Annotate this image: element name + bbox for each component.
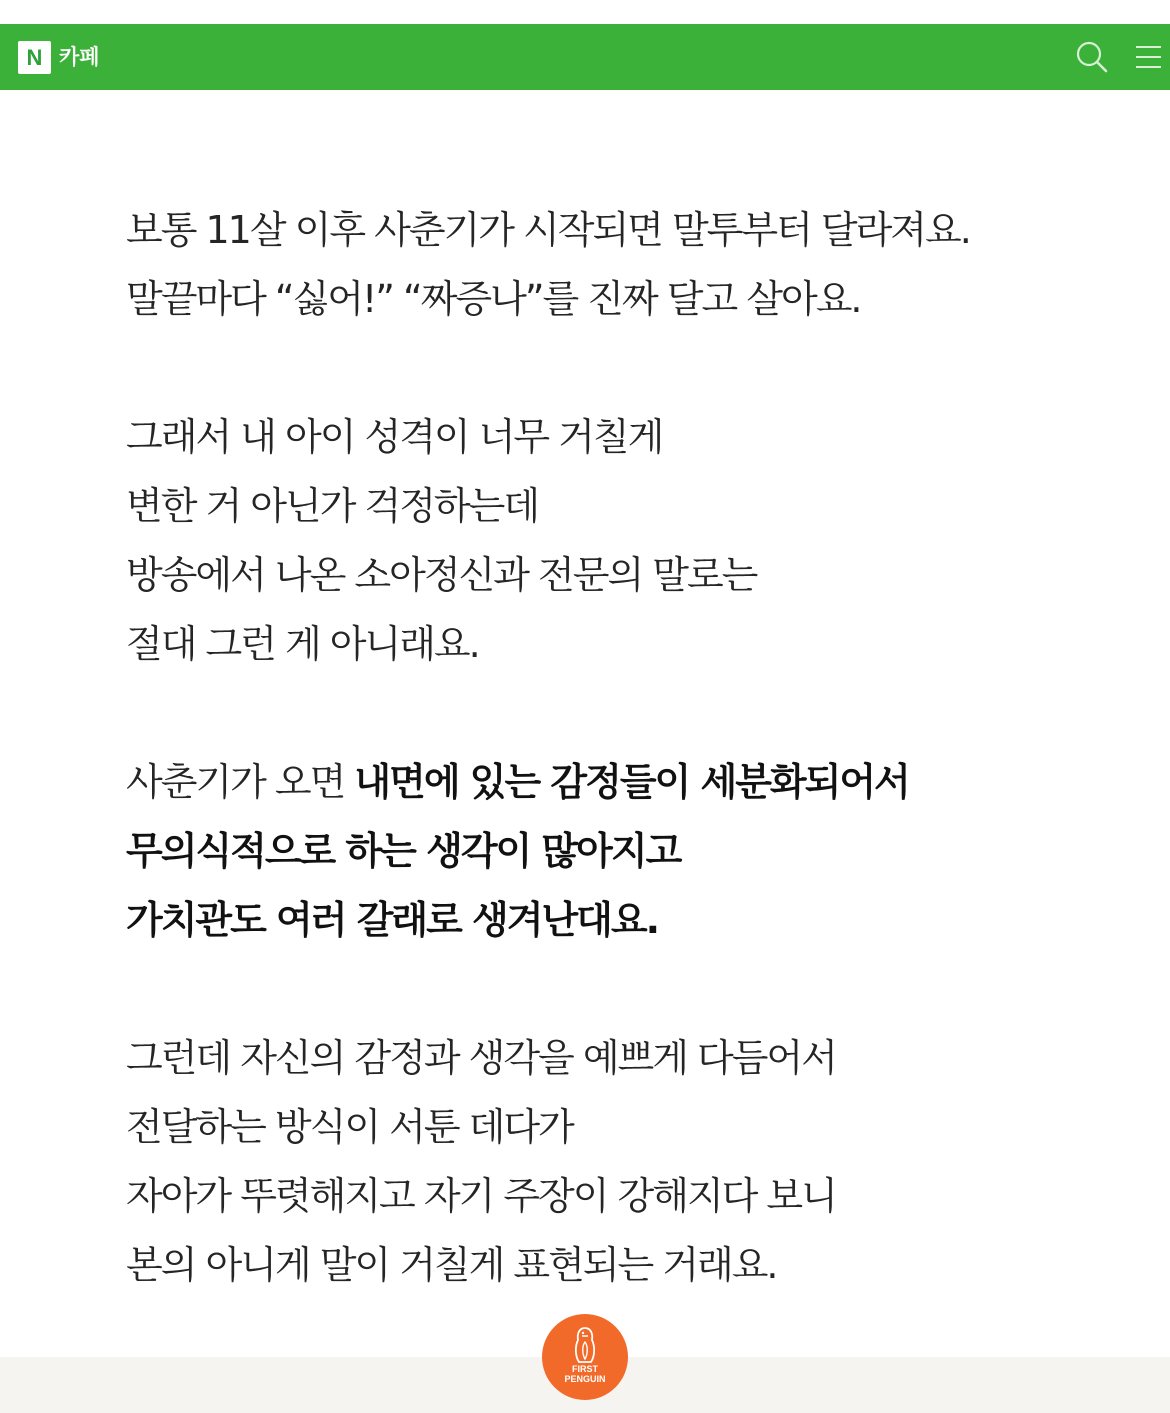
text-line: 자아가 뚜렷해지고 자기 주장이 강해지다 보니: [126, 1174, 836, 1218]
paragraph-3: [126, 748, 1076, 955]
top-navigation-bar: [0, 24, 1170, 90]
penguin-icon: [570, 1326, 600, 1364]
bold-text-segment: 내면에 있는 감정들이 세분화되어서: [354, 760, 909, 804]
text-segment: 사춘기가 오면: [126, 760, 355, 804]
naver-logo: N: [18, 41, 51, 74]
text-line: 절대 그런 게 아니래요.: [126, 622, 479, 666]
paragraph-2: [126, 403, 1076, 679]
menu-icon[interactable]: [1133, 40, 1163, 74]
text-line: 보통 11살 이후 사춘기가 시작되면 말투부터 달라져요.: [126, 208, 970, 252]
post-body: [126, 196, 1076, 1369]
text-line: 그래서 내 아이 성격이 너무 거칠게: [126, 415, 663, 459]
cafe-home-link[interactable]: [18, 38, 100, 76]
badge-text-first: FIRST: [572, 1364, 598, 1374]
cafe-service-label: 카페: [59, 44, 100, 69]
paragraph-4: [126, 1024, 1076, 1300]
text-line: 방송에서 나온 소아정신과 전문의 말로는: [126, 553, 757, 597]
text-line: 본의 아니게 말이 거칠게 표현되는 거래요.: [126, 1243, 777, 1287]
text-line: 말끝마다 “싫어!” “짜증나”를 진짜 달고 살아요.: [126, 277, 861, 321]
text-line: 변한 거 아닌가 걱정하는데: [126, 484, 539, 528]
search-icon[interactable]: [1073, 38, 1111, 76]
text-line: 그런데 자신의 감정과 생각을 예쁘게 다듬어서: [126, 1036, 836, 1080]
first-penguin-logo: [542, 1314, 628, 1400]
bold-text-line: 무의식적으로 하는 생각이 많아지고: [126, 829, 681, 873]
paragraph-1: [126, 196, 1076, 334]
text-line: 전달하는 방식이 서툰 데다가: [126, 1105, 573, 1149]
bold-text-line: 가치관도 여러 갈래로 생겨난대요.: [126, 898, 659, 942]
badge-text-penguin: PENGUIN: [564, 1374, 606, 1384]
text-line: [126, 748, 1076, 817]
